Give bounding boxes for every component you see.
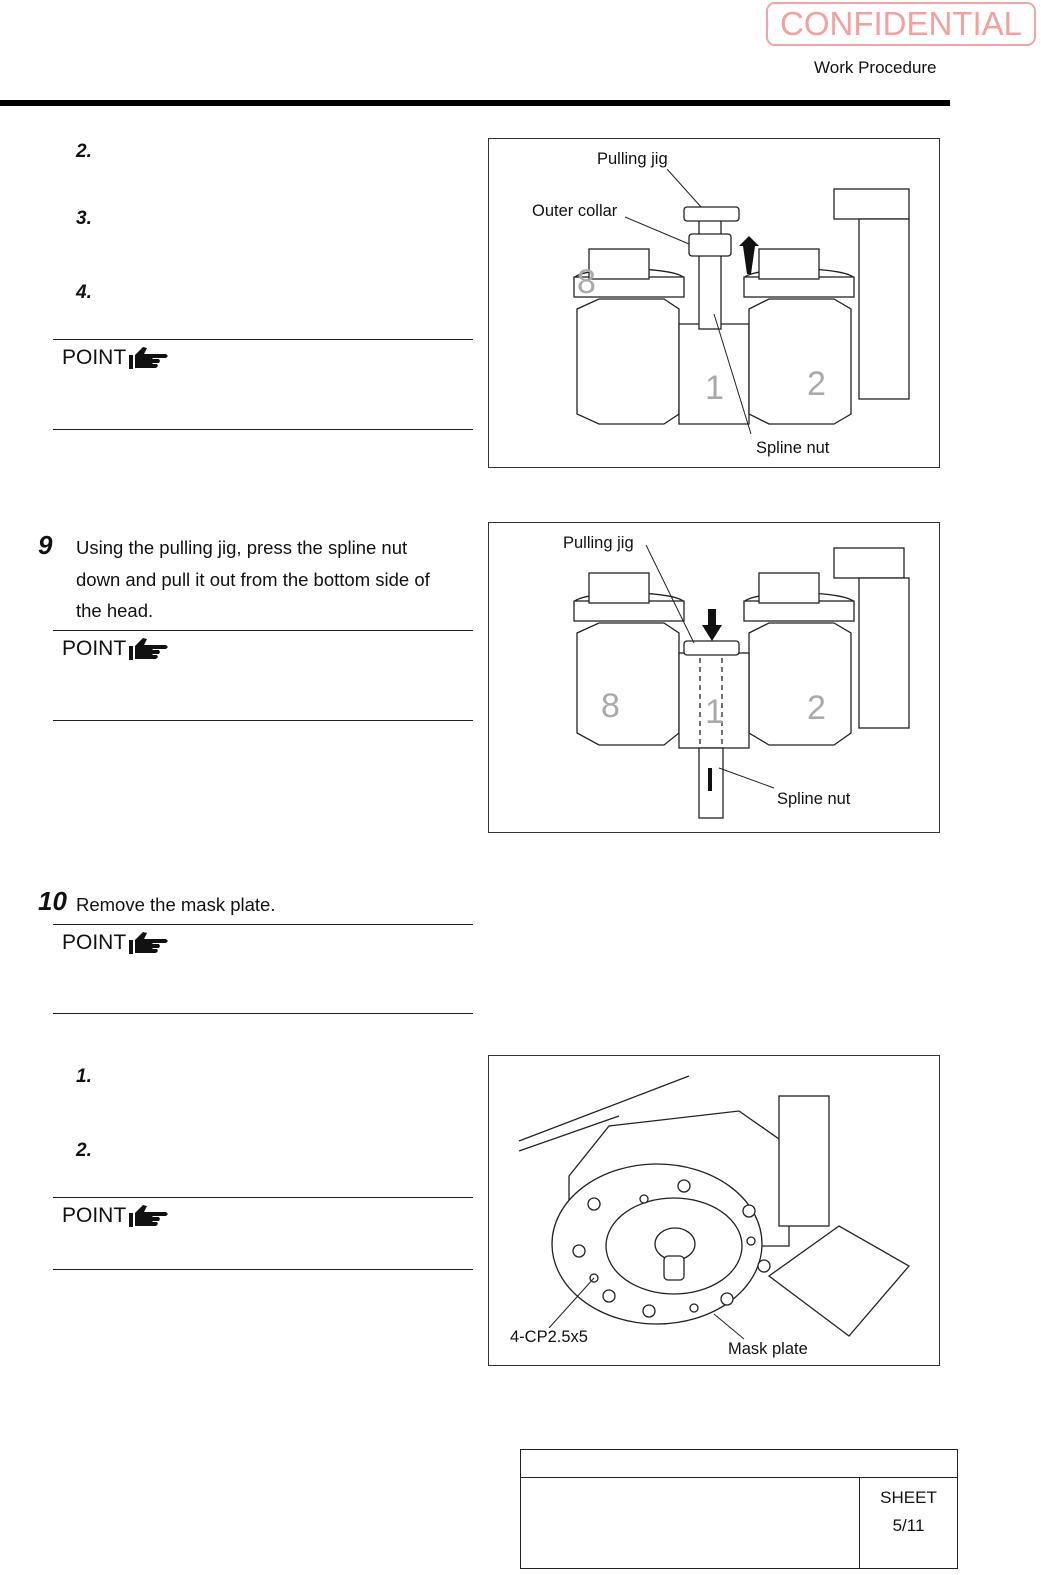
head-assembly-illustration [489, 139, 939, 467]
header-rule [0, 100, 950, 106]
point-label: POINT [62, 346, 127, 369]
confidential-stamp: CONFIDENTIAL [766, 2, 1036, 46]
divider [53, 720, 473, 721]
substep-number: 2. [76, 141, 92, 162]
callout-spline-nut: Spline nut [777, 790, 851, 808]
callout-mask-plate: Mask plate [728, 1340, 808, 1358]
callout-pulling-jig: Pulling jig [563, 534, 634, 552]
document-type: Work Procedure [814, 58, 937, 77]
head-number-label: 2 [807, 365, 826, 403]
head-number-label: 8 [601, 687, 620, 725]
head-assembly-illustration [489, 523, 939, 832]
substep-number: 3. [76, 208, 92, 229]
step-number: 9 [38, 530, 53, 560]
pointing-hand-icon [128, 345, 170, 371]
pointing-hand-icon [128, 1203, 170, 1229]
divider [53, 1269, 473, 1270]
step-instruction [76, 532, 476, 627]
instruction-line: down and pull it out from the bottom side of [76, 568, 430, 590]
point-note [62, 930, 170, 956]
figure-pulling-jig-setup [488, 138, 940, 468]
substep-number: 4. [76, 282, 92, 303]
point-label: POINT [62, 637, 127, 660]
callout-outer-collar: Outer collar [532, 202, 618, 220]
divider [53, 630, 473, 631]
head-number-label: 1 [705, 369, 724, 407]
instruction-line: Using the pulling jig, press the spline nut [76, 537, 408, 558]
callout-spline-nut: Spline nut [756, 439, 830, 457]
sheet-number: 5/11 [892, 1516, 925, 1535]
point-note [62, 345, 170, 371]
head-number-label: 2 [807, 689, 826, 727]
pointing-hand-icon [128, 636, 170, 662]
point-note [62, 1203, 170, 1229]
callout-pulling-jig: Pulling jig [597, 150, 668, 168]
figure-press-spline-nut [488, 522, 940, 833]
point-note [62, 636, 170, 662]
head-number-label: 1 [705, 693, 724, 731]
substep-number: 2. [76, 1140, 92, 1161]
divider [53, 924, 473, 925]
divider [53, 1197, 473, 1198]
mask-plate-illustration [489, 1056, 939, 1365]
instruction-line: the head. [76, 600, 154, 621]
divider [53, 339, 473, 340]
title-block [520, 1449, 958, 1569]
divider [53, 429, 473, 430]
pointing-hand-icon [128, 930, 170, 956]
point-label: POINT [62, 931, 127, 954]
step-instruction: Remove the mask plate. [76, 894, 276, 915]
divider [53, 1013, 473, 1014]
substep-number: 1. [76, 1066, 92, 1087]
title-block-row-divider [521, 1477, 957, 1478]
sheet-cell [860, 1484, 957, 1540]
sheet-label: SHEET [880, 1488, 937, 1507]
callout-screws: 4-CP2.5x5 [510, 1328, 588, 1346]
figure-mask-plate [488, 1055, 940, 1366]
step-number: 10 [38, 886, 67, 916]
head-number-label: 8 [577, 263, 596, 301]
point-label: POINT [62, 1204, 127, 1227]
